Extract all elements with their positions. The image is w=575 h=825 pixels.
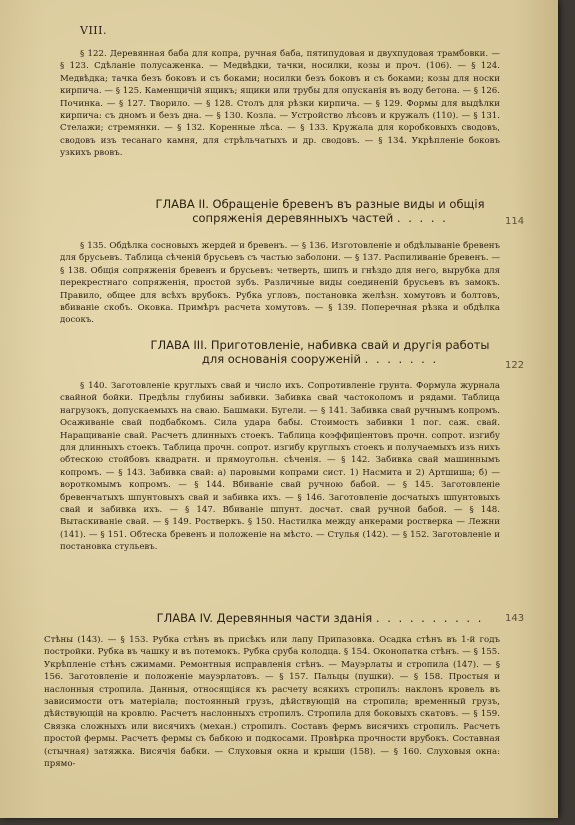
chapter-3-dots: . . . . . . . bbox=[364, 352, 439, 366]
chapter-2-title: ГЛАВА II. Обращеніе бревенъ въ разные виды и общія сопряженія деревянныхъ частей bbox=[155, 197, 485, 225]
chapter-4-page: 143 bbox=[505, 613, 525, 624]
chapter-4-dots: . . . . . . . . . . bbox=[375, 611, 484, 625]
paragraph-135-139: § 135. Обдѣлка сосновыхъ жердей и бревенъ. — § 136. Изготовленіе и обдѣлываніе бревенъ для брусьевъ. Таблица сѣченій брусьевъ съ частью заболони. — § 137. Распиливаніе бревенъ. — § 138. Общія сопряженія бревенъ и брусьевъ: четверть, шипъ и гнѣздо для него, вырубка для перекрестнаго сопряженія, простой зубъ. Различные виды соединеній брусьевъ въ замокъ. Правило, общее для всѣхъ врубокъ. Рубка угловъ, постановка желѣзн. хомутовъ и болтовъ, вбиваніе скобъ. Оковка. Примѣръ расчета хомутовъ. — § 139. Поперечная рѣзка и обдѣлка досокъ. bbox=[60, 241, 500, 326]
chapter-3-heading bbox=[150, 338, 490, 366]
chapter-4-title: ГЛАВА IV. Деревянныя части зданія bbox=[156, 611, 373, 625]
paragraph-153-160: Стѣны (143). — § 153. Рубка стѣнъ въ присѣкъ или лапу Припазовка. Осадка стѣнъ въ 1-й годъ постройки. Рубка въ чашку и въ потемокъ. Рубка сруба колодца. § 154. Оконопатка стѣнъ. — § 155. Укрѣпленіе стѣнъ сжимами. Ремонтныя исправленія стѣнъ. — Мауэрлаты и стропила (147). — § 156. Заготовленіе и положеніе мауэрлатовъ. — § 157. Пальцы (пушки). — § 158. Простыя и наслонныя стропила. Данныя, относящіяся къ расчету всякихъ стропилъ: наклонъ кровель въ зависимости отъ матеріала; постоянный грузъ, дѣйствующій на стропила; временный грузъ, дѣйствующій на кровлю. Расчетъ наслонныхъ стропилъ. Стропила для боковыхъ скатовъ. — § 159. Связка сложныхъ или висячихъ (механ.) стропилъ. Составъ фермъ висячихъ стропилъ. Расчетъ простой фермы. Расчетъ фермы съ бабкою и подкосами. Провѣрка прочности врубокъ. Составная (стычная) затяжка. Висячія бабки. — Слуховыя окна и крыши (158). — § 160. Слуховыя окна: прямо- bbox=[44, 635, 500, 770]
page-number: VIII. bbox=[80, 24, 107, 37]
chapter-3-page: 122 bbox=[505, 360, 525, 371]
paragraph-122-134: § 122. Деревянная баба для копра, ручная баба, пятипудовая и двухпудовая трамбовки. — § 123. Сдѣланіе полусаженка. — Медвѣдки, тачки, носилки, козы и проч. (106). — § 124. Медвѣдка; тачка безъ боковъ и съ боками; носилки безъ боковъ и съ боками; козы для носки кирпича. — § 125. Каменщичій ящикъ; ящики или трубы для опусканія въ воду бетона. — § 126. Починка. — § 127. Творило. — § 128. Столъ для рѣзки кирпича. — § 129. Формы для выдѣлки кирпича: съ дномъ и безъ дна. — § 130. Козла. — Устройство лѣсовъ и кружалъ (110). — § 131. Стелажи; стремянки. — § 132. Коренные лѣса. — § 133. Кружала для коробковыхъ сводовъ, сводовъ изъ тесанаго камня, для стрѣльчатыхъ и др. сводовъ. — § 134. Укрѣпленіе боковъ узкихъ рвовъ. bbox=[60, 49, 500, 159]
chapter-4-heading bbox=[150, 611, 490, 625]
chapter-2-dots: . . . . . bbox=[396, 211, 448, 225]
chapter-3-title: ГЛАВА III. Приготовленіе, набивка свай и другія работы для основанія сооруженій bbox=[150, 338, 490, 366]
paragraph-140-152: § 140. Заготовленіе круглыхъ свай и число ихъ. Сопротивленіе грунта. Формула журнала свайной бойки. Предѣлы глубины забивки. Забивка свай частоколомъ и рядами. Таблица нагрузокъ, допускаемыхъ на сваю. Башмаки. Бугели. — § 141. Забивка свай ручнымъ копромъ. Осаживаніе свай подбабкомъ. Сила удара бабы. Стоимость забивки 1 пог. саж. свай. Наращиваніе свай. Расчетъ длинныхъ стоекъ. Таблица коэффиціентовъ прочн. сопрот. изгибу для длинныхъ стоекъ. Таблица прочн. сопрот. изгибу круглыхъ стоекъ и получаемыхъ изъ нихъ обтескою стойбовъ квадратн. и прямоугольн. сѣченія. — § 142. Забивка свай машиннымъ копромъ. — § 143. Забивка свай: а) паровыми копрами сист. 1) Насмита и 2) Артшиша; б) — вороткомымъ копромъ. — § 144. Вбиваніе свай ручною бабой. — § 145. Заготовленіе бревенчатыхъ шпунтовыхъ свай и забивка ихъ. — § 146. Заготовленіе досчатыхъ шпунтовыхъ свай и забивка ихъ. — § 147. Вбиваніе шпунт. досчат. свай ручной бабой. — § 148. Вытаскиваніе свай. — § 149. Ростверкъ. § 150. Настилка между анкерами ростверка — Лежни (141). — § 151. Обтеска бревенъ и положеніе на мѣсто. — Стулья (142). — § 152. Заготовленіе и постановка стульевъ. bbox=[60, 381, 500, 553]
chapter-2-page: 114 bbox=[505, 216, 525, 227]
chapter-2-heading bbox=[150, 197, 490, 225]
